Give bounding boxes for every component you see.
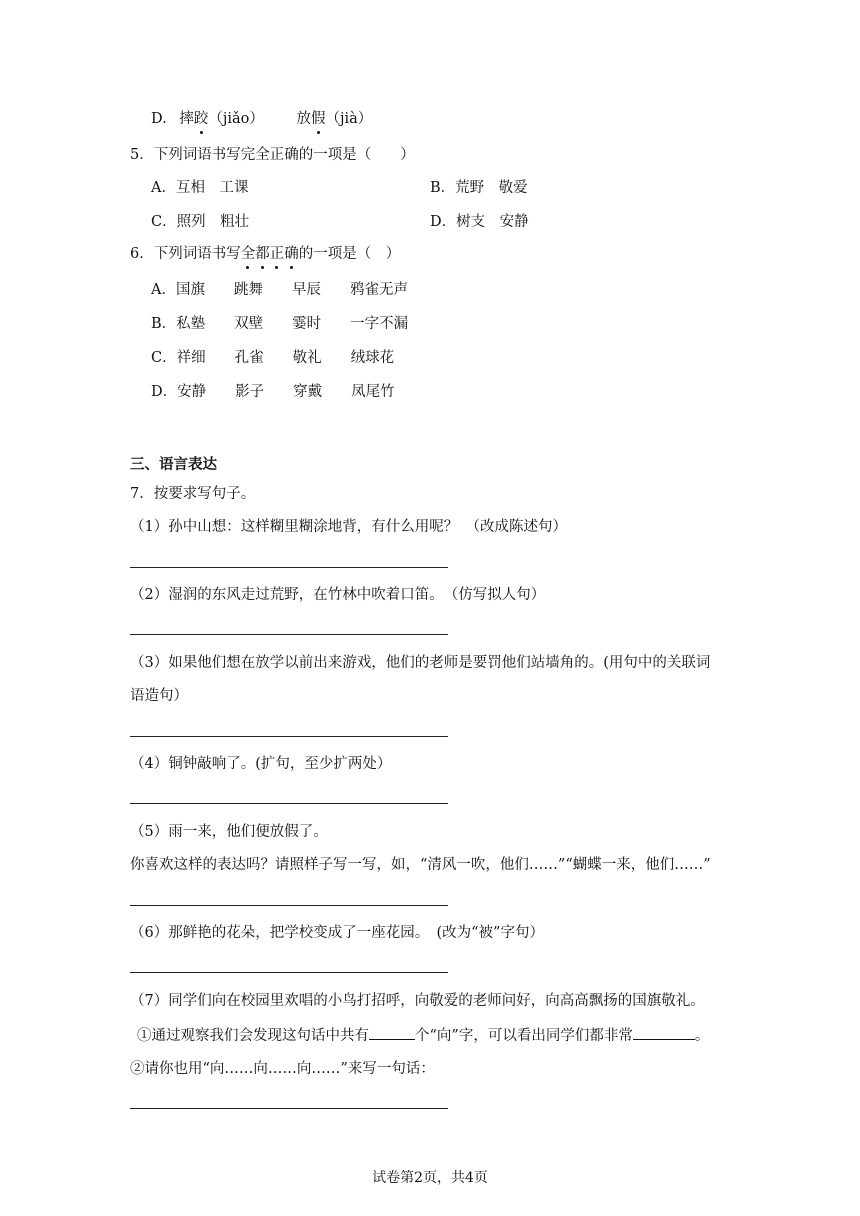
q5-option-b[interactable]: B．荒野 敬爱: [430, 180, 528, 196]
q7-sub7-part1: [137, 1025, 709, 1046]
q6-stem-emph-4: 确: [284, 246, 299, 262]
q6-stem: [130, 244, 400, 264]
q6-stem-emph-2: 都: [255, 246, 270, 262]
q7-sub5-prompt-line2: 你喜欢这样的表达吗？请照样子写一写，如，“清风一吹，他们……”“蝴蝶一来，他们……”: [130, 857, 711, 873]
q6-option-c[interactable]: C．祥细 孔雀 敬礼 绒球花: [151, 350, 395, 366]
q7-sub7-attitude-blank[interactable]: [633, 1025, 695, 1040]
q7-sub5-prompt-line1: （5）雨一来，他们便放假了。: [130, 824, 328, 840]
q4-option-d: [151, 109, 372, 129]
q7-sub5-answer-line[interactable]: [130, 905, 448, 906]
q7-sub7-prompt: （7）同学们向在校园里欢唱的小鸟打招呼，向敬爱的老师问好，向高高飘扬的国旗敬礼。: [130, 993, 705, 1009]
q4-option-d-word2-char2-emphasized: 假: [310, 111, 326, 127]
q6-stem-post: 的一项是（ ）: [298, 246, 401, 262]
q5-option-c[interactable]: C．照列 粗壮: [151, 214, 250, 230]
q7-sub7-part1-text-a: ①通过观察我们会发现这句话中共有: [137, 1028, 369, 1044]
q5-stem: 5．下列词语书写完全正确的一项是（ ）: [130, 147, 415, 163]
q7-sub7-answer-line[interactable]: [130, 1108, 448, 1109]
q4-option-d-word1-char1: 摔: [179, 111, 194, 127]
q6-stem-pre: 6．下列词语书写: [130, 246, 241, 262]
section-title: 三、语言表达: [130, 457, 217, 473]
q7-sub3-prompt-line1: （3）如果他们想在放学以前出来游戏，他们的老师是要罚他们站墙角的。(用句中的关联词: [130, 655, 711, 671]
q7-sub3-prompt-line2: 语造句）: [130, 688, 188, 704]
q7-sub1-prompt: （1）孙中山想：这样糊里糊涂地背，有什么用呢？ （改成陈述句）: [130, 519, 567, 535]
q7-sub3-answer-line[interactable]: [130, 736, 448, 737]
page-footer: 试卷第2页，共4页: [372, 1170, 488, 1186]
q4-option-d-word1-pinyin: （jiǎo）: [208, 111, 264, 127]
q4-option-d-word2-pinyin: （jià）: [325, 111, 373, 127]
q7-sub4-answer-line[interactable]: [130, 803, 448, 804]
q5-option-d[interactable]: D．树支 安静: [430, 214, 529, 230]
q7-stem: 7．按要求写句子。: [130, 486, 256, 502]
q7-sub1-answer-line[interactable]: [130, 567, 448, 568]
q5-option-a[interactable]: A．互相 工课: [151, 180, 249, 196]
q7-sub7-part2: ②请你也用“向……向……向……”来写一句话：: [130, 1061, 435, 1077]
q4-option-d-word1-char2-emphasized: 跤: [193, 111, 209, 127]
q7-sub2-answer-line[interactable]: [130, 634, 448, 635]
q7-sub4-prompt: （4）铜钟敲响了。(扩句，至少扩两处）: [130, 756, 392, 772]
q6-option-a[interactable]: A．国旗 跳舞 早辰 鸦雀无声: [151, 282, 408, 298]
q4-option-d-word2: [296, 111, 372, 127]
q6-option-d[interactable]: D．安静 影子 穿戴 凤尾竹: [151, 384, 395, 400]
q4-option-d-label: D.: [151, 111, 167, 127]
q7-sub7-count-blank[interactable]: [369, 1025, 415, 1040]
q6-stem-emph-3: 正: [269, 246, 285, 262]
q7-sub7-part1-text-b: 个“向”字，可以看出同学们都非常: [415, 1028, 633, 1044]
q4-option-d-word2-char1: 放: [296, 111, 311, 127]
q7-sub6-answer-line[interactable]: [130, 972, 448, 973]
q6-stem-emph-1: 全: [240, 246, 256, 262]
q7-sub2-prompt: （2）湿润的东风走过荒野，在竹林中吹着口笛。 （仿写拟人句）: [130, 587, 546, 603]
q6-option-b[interactable]: B．私塾 双壁 霎时 一字不漏: [151, 316, 409, 332]
q7-sub7-part1-text-c: 。: [694, 1028, 710, 1044]
q7-sub6-prompt: （6）那鲜艳的花朵，把学校变成了一座花园。 (改为“被”字句）: [130, 925, 544, 941]
q4-option-d-word1: [179, 111, 264, 127]
